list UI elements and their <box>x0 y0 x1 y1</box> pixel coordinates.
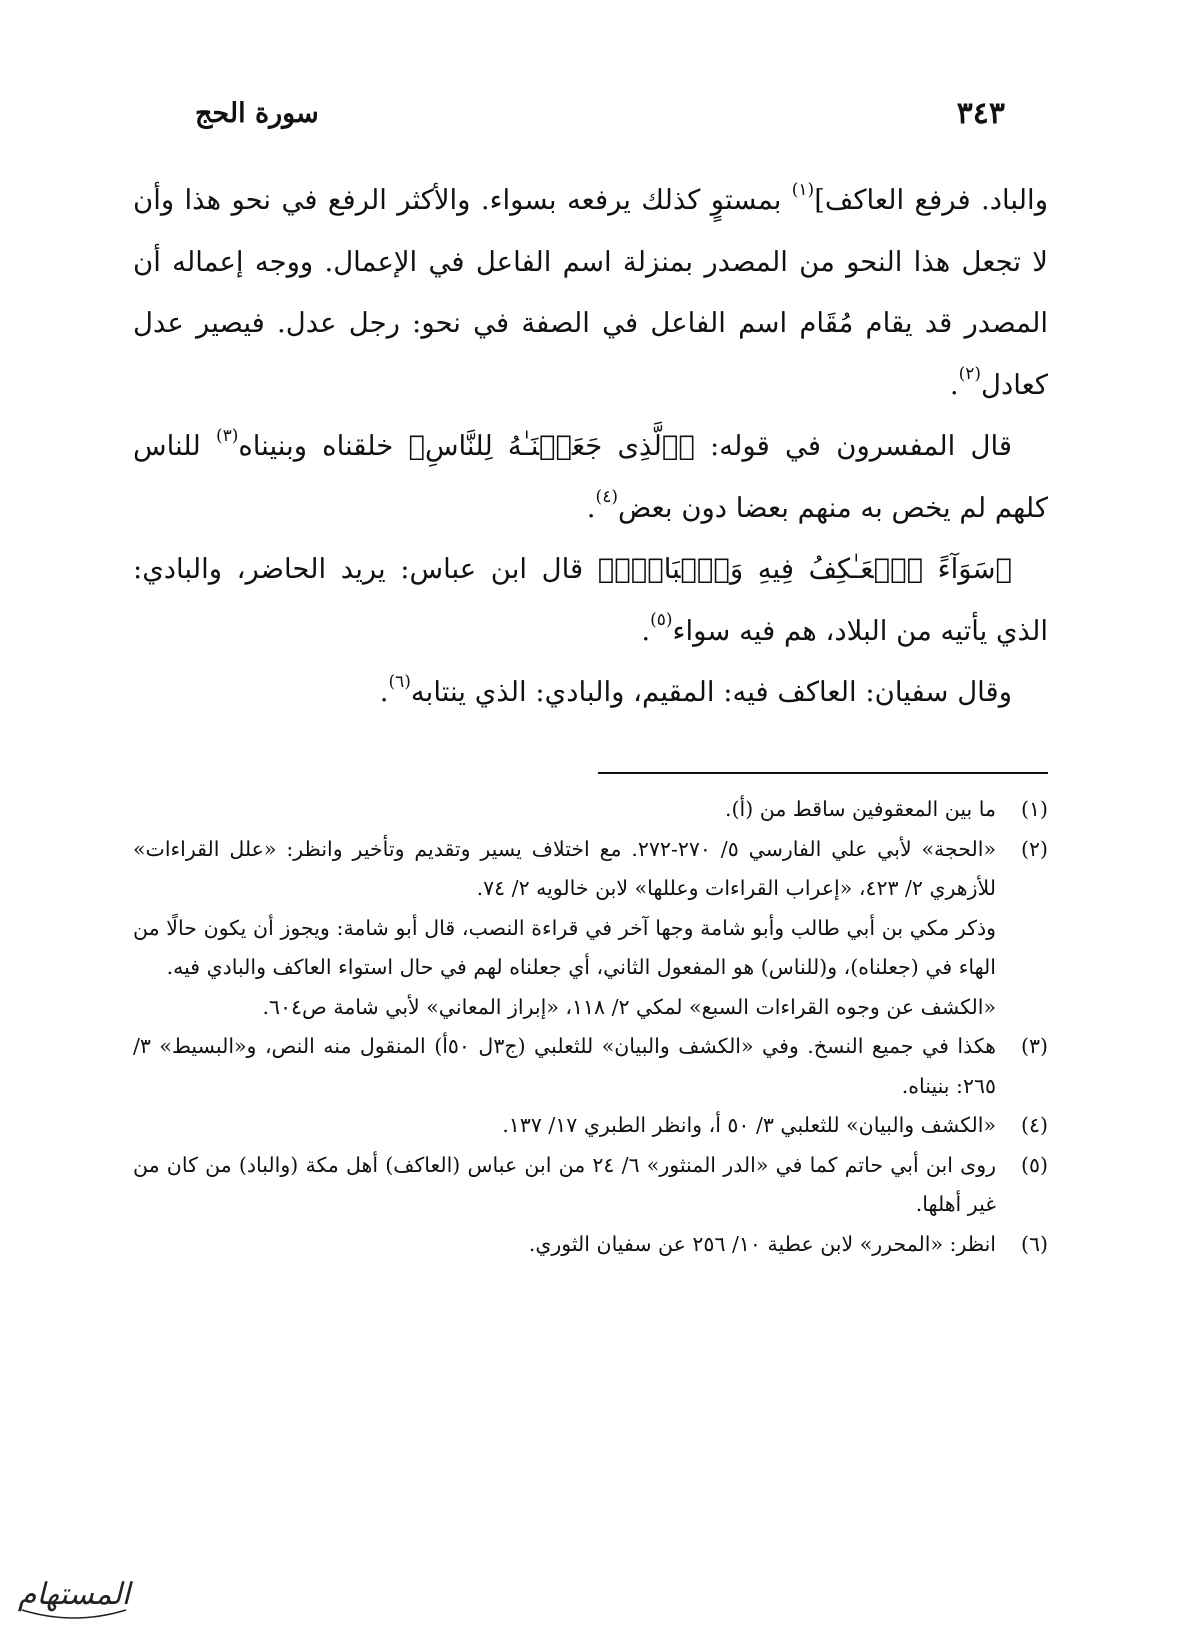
svg-text:المستهام: المستهام <box>17 1577 131 1612</box>
footnote <box>133 790 1048 830</box>
footnote-text: «الكشف عن وجوه القراءات السبع» لمكي ٢/ ١١٨، «إبراز المعاني» لأبي شامة ص٦٠٤. <box>262 994 996 1019</box>
running-title: سورة الحج <box>195 97 319 129</box>
footnote-ref: (٤) <box>595 487 618 508</box>
page-header <box>195 88 1005 138</box>
footnote-text: «الحجة» لأبي علي الفارسي ٥/ ٢٧٠-٢٧٢. مع اختلاف يسير وتقديم وتأخير وانظر: «علل القراءات» للأزهري ٢/ ٤٢٣، «إعراب القراءات وعللها» لابن خالويه ٢/ ٧٤. <box>133 836 996 900</box>
footnote-text: روى ابن أبي حاتم كما في «الدر المنثور» ٦/ ٢٤ من ابن عباس (العاكف) أهل مكة (والباد) من كان من غير أهلها. <box>133 1152 996 1216</box>
footnote-separator <box>598 772 1048 774</box>
footnote <box>133 830 1048 1028</box>
footnote-ref: (٢) <box>958 364 982 385</box>
footnote-number: (٣) <box>1020 1034 1048 1058</box>
footnote-number: (٢) <box>1020 836 1048 861</box>
footnote-number: (٦) <box>1020 1231 1048 1256</box>
main-paragraph: والباد. فرفع العاكف]$^{(١)}$ بمستوٍ كذلك يرفعه بسواء. والأكثر الرفع في نحو هذا وأن لا تجعل هذا النحو من المصدر بمنزلة اسم الفاعل في الإعمال. ووجه إعماله أن المصدر قد يقام مُقَام اسم الفاعل في الصفة في نحو: رجل عدل. فيصير عدل كعادل$^{(٢)}$. <box>133 179 1048 401</box>
main-text <box>133 170 1048 724</box>
footnote-ref: (١) <box>791 179 815 200</box>
footnote-text: هكذا في جميع النسخ. وفي «الكشف والبيان» للثعلبي (ج٣ل ٥٠أ) المنقول منه النص، و«البسيط» ٣/ ٢٦٥: بنيناه. <box>133 1034 996 1098</box>
footnote-number: (١) <box>1020 797 1048 821</box>
main-paragraph: ﴿سَوَآءً ٱلۡعَـٰكِفُ فِيهِ وَٱلۡبَادِۚ﴾ قال ابن عباس: يريد الحاضر، والبادي: الذي يأتيه من البلاد، هم فيه سواء$^{(٥)}$. <box>133 553 1048 647</box>
footnote-text: وذكر مكي بن أبي طالب وأبو شامة وجها آخر في قراءة النصب، قال أبو شامة: ويجوز أن يكون حالًا من الهاء في (جعلناه)، و(للناس) هو المفعول الثاني، أي جعلناه لهم في حال استواء العاكف والبادي فيه. <box>133 915 996 979</box>
footnote-ref: (٥) <box>650 610 673 631</box>
footnote-number: (٤) <box>1020 1113 1048 1137</box>
footnote-text: ما بين المعقوفين ساقط من (أ). <box>724 797 996 821</box>
footnote <box>133 1106 1048 1146</box>
footnote-ref: (٦) <box>388 671 411 692</box>
calligraphy-logo <box>14 1560 134 1630</box>
main-paragraph: قال المفسرون في قوله: ﴿ٱلَّذِى جَعَلۡنَـٰهُ لِلنَّاسِ﴾ خلقناه وبنيناه$^{(٣)}$ للناس كلهم لم يخص به منهم بعضا دون بعض$^{(٤)}$. <box>133 425 1048 524</box>
footnote-text: انظر: «المحرر» لابن عطية ١٠/ ٢٥٦ عن سفيان الثوري. <box>528 1231 996 1256</box>
footnotes <box>133 790 1048 1264</box>
page-number: ٣٤٣ <box>956 95 1005 131</box>
footnote <box>133 1027 1048 1106</box>
footnote-ref: (٣) <box>215 425 239 446</box>
footnote-number: (٥) <box>1020 1152 1048 1177</box>
footnote <box>133 1146 1048 1225</box>
footnote <box>133 1225 1048 1265</box>
main-paragraph: وقال سفيان: العاكف فيه: المقيم، والبادي: الذي ينتابه$^{(٦)}$. <box>379 671 1012 708</box>
footnote-text: «الكشف والبيان» للثعلبي ٣/ ٥٠ أ، وانظر الطبري ١٧/ ١٣٧. <box>502 1113 996 1137</box>
